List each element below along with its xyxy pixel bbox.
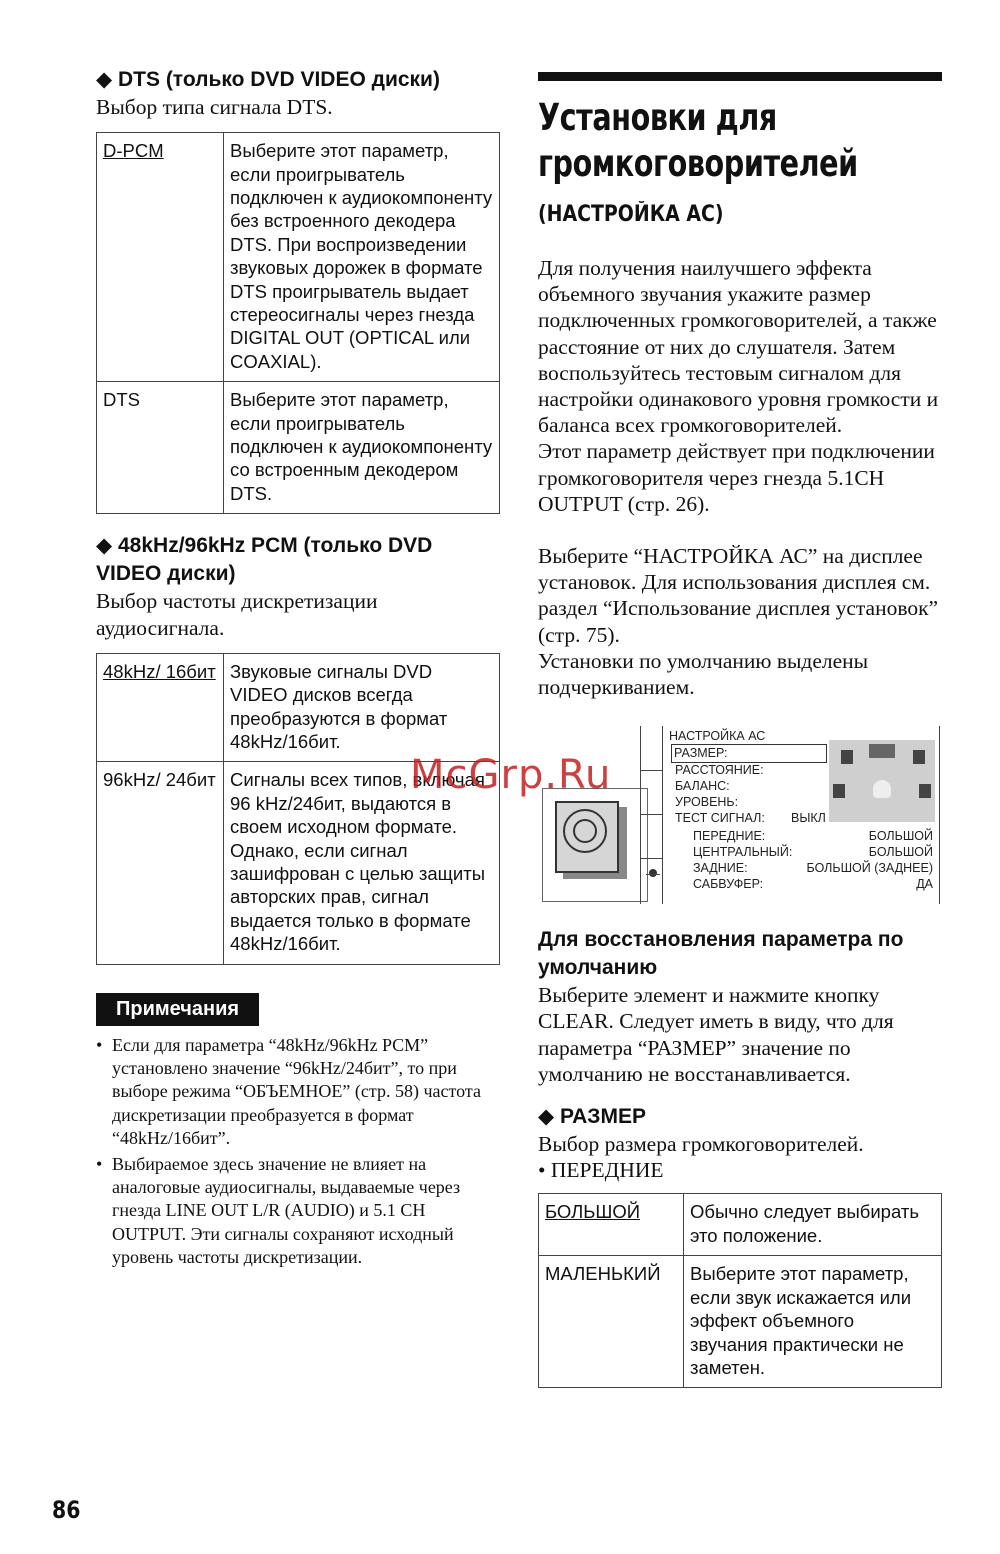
note-text: Выбираемое здесь значение не влияет на аналоговые аудиосигналы, выдаваемые через гнезда LINE OUT L/R (AUDIO) и 5.1 CH OUTPUT. Эти сигналы сохраняют исходный уровень частоты дискретизации. — [112, 1153, 461, 1268]
option-key: 96kHz/ 24бит — [97, 762, 224, 964]
size-heading: ◆ РАЗМЕР — [538, 1105, 646, 1129]
right-column — [538, 72, 942, 1388]
title-line: Установки для — [538, 96, 777, 139]
table-row — [97, 133, 500, 382]
osd-setting-label: САБВУФЕР: — [693, 877, 764, 892]
osd-menu-item-selected[interactable]: РАЗМЕР: — [671, 744, 827, 762]
option-key: БОЛЬШОЙ — [539, 1194, 684, 1256]
option-key: МАЛЕНЬКИЙ — [539, 1256, 684, 1388]
osd-setting-label: ПЕРЕДНИЕ: — [693, 829, 766, 844]
size-intro: Выбор размера громкоговорителей. — [538, 1132, 864, 1157]
table-row — [539, 1256, 942, 1388]
list-item: • Выбираемое здесь значение не влияет на аналоговые аудиосигналы, выдаваемые через гнезда LINE OUT L/R (AUDIO) и 5.1 CH OUTPUT. Эти сигналы сохраняют исходный уровень частоты дискретизации. — [96, 1153, 461, 1268]
osd-screen — [662, 726, 940, 904]
osd-menu-item[interactable]: РАССТОЯНИЕ: — [675, 763, 764, 778]
size-table — [538, 1193, 942, 1388]
pcm-intro: Выбор частоты дискретизации аудиосигнала. — [96, 589, 378, 640]
option-desc: Выберите этот параметр, если звук искажается или эффект объемного звучания практически не заметен. — [684, 1256, 942, 1388]
option-desc: Выберите этот параметр, если проигрыватель подключен к аудиокомпоненту со встроенным декодером DTS. — [224, 382, 500, 514]
paragraph: Выберите “НАСТРОЙКА АС” на дисплее установок. Для использования дисплея см. раздел “Использование дисплея установок” (стр. 75). — [538, 544, 939, 647]
option-desc: Обычно следует выбирать это положение. — [684, 1194, 942, 1256]
pcm-table — [96, 653, 500, 965]
size-subheading: • ПЕРЕДНИЕ — [538, 1158, 664, 1183]
osd-menu-item[interactable]: ТЕСТ СИГНАЛ: — [675, 811, 765, 826]
title-rule — [538, 72, 942, 81]
speaker-layout-graphic — [829, 740, 935, 822]
osd-setting-value: ДА — [916, 877, 933, 892]
osd-setting-value: БОЛЬШОЙ — [868, 845, 933, 860]
osd-title: НАСТРОЙКА АС — [669, 729, 766, 744]
option-key: 48kHz/ 16бит — [97, 653, 224, 762]
table-row — [97, 382, 500, 514]
section-subtitle: (НАСТРОЙКА АС) — [538, 202, 724, 227]
page-number: 86 — [52, 1496, 81, 1524]
osd-test-value: ВЫКЛ — [791, 811, 826, 826]
paragraph: Для получения наилучшего эффекта объемного звучания укажите размер подключенных громкоговорителей, а также расстояние от них до слушателя. Затем воспользуйтесь тестовым сигналом для настройки одинакового уровня громкости и баланса всех громкоговорителей. — [538, 256, 939, 438]
list-item: • Если для параметра “48kHz/96kHz PCM” установлено значение “96kHz/24бит”, то при выборе режима “ОБЪЕМНОЕ” (стр. 58) частота дискретизации преобразуется в формат “48kHz/16бит”. — [96, 1034, 481, 1149]
restore-text: Выберите элемент и нажмите кнопку CLEAR. Следует иметь в виду, что для параметра “РАЗМЕР” значение по умолчанию не восстанавливается. — [538, 983, 894, 1086]
paragraph: Установки по умолчанию выделены подчеркиванием. — [538, 648, 869, 700]
paragraph: Этот параметр действует при подключении громкоговорителя через гнезда 5.1CH OUTPUT (стр. 26). — [538, 439, 935, 516]
table-row — [97, 653, 500, 762]
title-line: громкоговорителей — [538, 142, 858, 185]
option-desc: Звуковые сигналы DVD VIDEO дисков всегда преобразуются в формат 48kHz/16бит. — [224, 653, 500, 762]
watermark-text: McGrp.Ru — [410, 752, 612, 798]
osd-setting-value: БОЛЬШОЙ — [868, 829, 933, 844]
restore-heading: Для восстановления параметра по умолчанию — [538, 928, 904, 980]
osd-menu-item[interactable]: БАЛАНС: — [675, 779, 730, 794]
page-title — [538, 95, 885, 187]
option-key: DTS — [97, 382, 224, 514]
notes-list — [96, 1034, 500, 1270]
left-column — [96, 66, 500, 1272]
note-text: Если для параметра “48kHz/96kHz PCM” установлено значение “96kHz/24бит”, то при выборе режима “ОБЪЕМНОЕ” (стр. 58) частота дискретизации преобразуется в формат “48kHz/16бит”. — [112, 1034, 481, 1149]
dts-heading: ◆ DTS (только DVD VIDEO диски) — [96, 68, 440, 91]
speaker-icon — [542, 788, 648, 902]
dts-table — [96, 132, 500, 514]
table-row — [539, 1194, 942, 1256]
osd-setting-label: ЦЕНТРАЛЬНЫЙ: — [693, 845, 793, 860]
pcm-heading: ◆ 48kHz/96kHz PCM (только DVD VIDEO диски) — [96, 534, 433, 586]
menu-scroll-bar — [640, 726, 663, 904]
osd-menu-item[interactable]: УРОВЕНЬ: — [675, 795, 739, 810]
option-desc: Сигналы всех типов, включая 96 kHz/24бит, выдаются в своем исходном формате. Однако, если сигнал зашифрован с целью защиты авторских прав, сигнал выдается только в формате 48kHz/16бит. — [224, 762, 500, 964]
osd-setting-value: БОЛЬШОЙ (ЗАДНЕЕ) — [806, 861, 933, 876]
notes-heading: Примечания — [96, 993, 259, 1026]
option-desc: Выберите этот параметр, если проигрыватель подключен к аудиокомпоненту без встроенного декодера DTS. При воспроизведении звуковых дорожек в формате DTS проигрыватель выдает стереосигналы через гнезда DIGITAL OUT (OPTICAL или COAXIAL). — [224, 133, 500, 382]
dts-intro: Выбор типа сигнала DTS. — [96, 95, 333, 119]
osd-setting-label: ЗАДНИЕ: — [693, 861, 748, 876]
option-key: D-PCM — [97, 133, 224, 382]
intro-paragraphs — [538, 255, 942, 700]
